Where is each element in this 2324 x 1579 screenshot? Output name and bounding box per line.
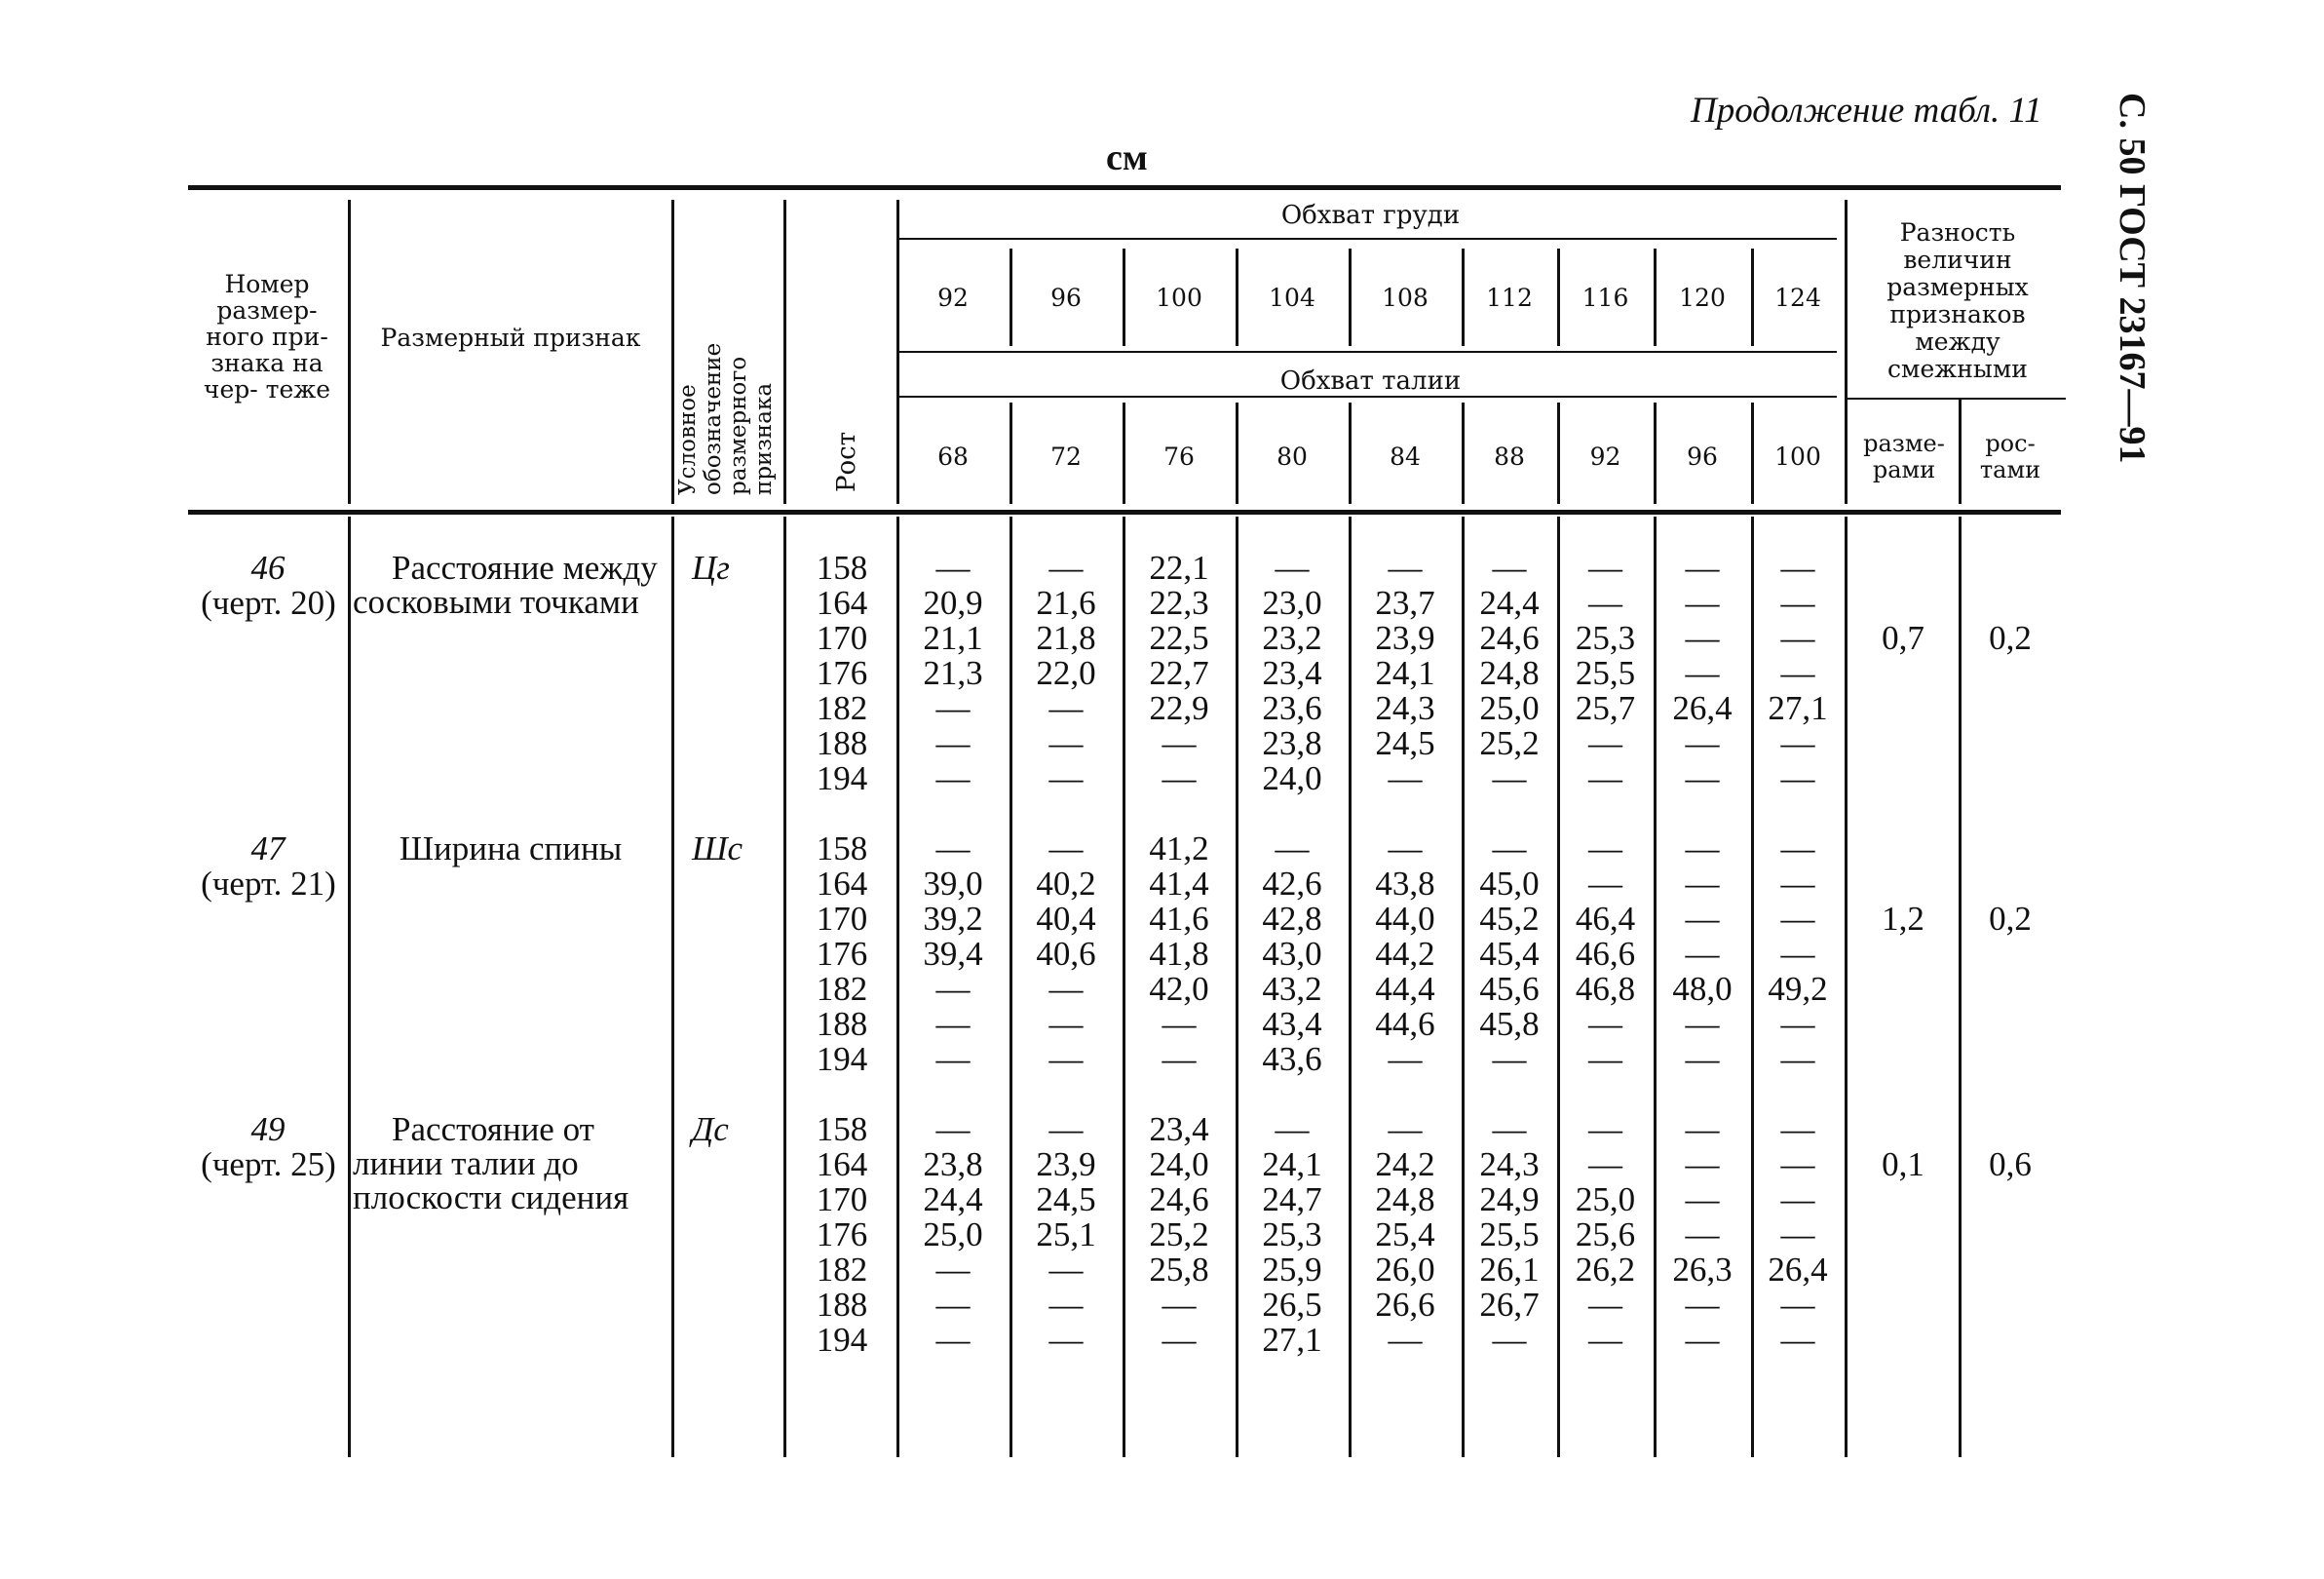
- table-cell: —: [1588, 759, 1622, 797]
- table-cell: —: [935, 724, 971, 762]
- table-cell: 42,0: [1149, 970, 1209, 1008]
- table-cell: —: [1275, 829, 1310, 867]
- chest-value: 100: [1156, 284, 1202, 312]
- table-cell: —: [1685, 549, 1720, 587]
- table-cell: 44,2: [1375, 935, 1435, 973]
- difference-header: Разность величин размерных признаков между смежными: [1886, 218, 2029, 383]
- table-cell: —: [1780, 619, 1815, 657]
- table-cell: —: [1685, 865, 1720, 903]
- table-cell: 24,1: [1375, 654, 1435, 692]
- table-cell: —: [1780, 549, 1815, 587]
- table-cell: 23,9: [1036, 1145, 1096, 1183]
- table-cell: 45,6: [1479, 970, 1540, 1008]
- table-cell: —: [1780, 759, 1815, 797]
- table-cell: —: [1780, 935, 1815, 973]
- height-value: 182: [816, 1251, 868, 1289]
- table-cell: 26,2: [1575, 1251, 1636, 1289]
- table-cell: —: [1780, 584, 1815, 622]
- table-cell: 24,0: [1149, 1145, 1209, 1183]
- table-cell: 25,5: [1575, 654, 1636, 692]
- table-cell: 27,1: [1262, 1321, 1322, 1359]
- vline: [783, 517, 786, 1457]
- table-cell: —: [1685, 759, 1720, 797]
- table-cell: —: [1780, 1040, 1815, 1078]
- table-cell: 26,3: [1672, 1251, 1733, 1289]
- table-cell: 25,5: [1479, 1215, 1540, 1253]
- table-cell: 48,0: [1672, 970, 1733, 1008]
- table-cell: 41,6: [1149, 900, 1209, 938]
- table-cell: 25,6: [1575, 1215, 1636, 1253]
- table-cell: —: [1588, 1110, 1622, 1148]
- table-cell: 23,6: [1262, 689, 1322, 727]
- table-cell: 46,4: [1575, 900, 1636, 938]
- vline: [1959, 517, 1962, 1457]
- table-cell: —: [1048, 1040, 1084, 1078]
- height-value: 182: [816, 970, 868, 1008]
- height-value: 176: [816, 1215, 868, 1253]
- table-cell: 41,2: [1149, 829, 1209, 867]
- table-cell: 25,0: [923, 1215, 983, 1253]
- height-value: 158: [816, 549, 868, 587]
- height-value: 158: [816, 829, 868, 867]
- height-value: 164: [816, 1145, 868, 1183]
- table-cell: 22,5: [1149, 619, 1209, 657]
- table-cell: —: [1685, 1040, 1720, 1078]
- difference-sizes-value: 1,2: [1882, 900, 1924, 938]
- table-cell: —: [1588, 865, 1622, 903]
- diff-rule: [1848, 398, 2066, 400]
- waist-value: 72: [1050, 443, 1082, 471]
- table-cell: 23,8: [1262, 724, 1322, 762]
- table-cell: —: [1685, 1286, 1720, 1324]
- table-cell: —: [1780, 1321, 1815, 1359]
- table-cell: 40,2: [1036, 865, 1096, 903]
- table-cell: —: [1048, 549, 1084, 587]
- table-cell: 24,3: [1375, 689, 1435, 727]
- table-cell: 24,5: [1375, 724, 1435, 762]
- table-cell: —: [1685, 724, 1720, 762]
- vline: [1845, 517, 1848, 1457]
- table-cell: —: [1162, 1321, 1197, 1359]
- table-cell: 49,2: [1768, 970, 1828, 1008]
- chest-value: 116: [1581, 284, 1629, 312]
- table-cell: 45,4: [1479, 935, 1540, 973]
- feature-symbol: Шс: [692, 829, 743, 867]
- vline: [348, 200, 351, 504]
- chest-value: 96: [1050, 284, 1082, 312]
- table-cell: 22,9: [1149, 689, 1209, 727]
- table-cell: —: [935, 829, 971, 867]
- table-cell: 41,8: [1149, 935, 1209, 973]
- table-cell: —: [1588, 1286, 1622, 1324]
- table-cell: 23,2: [1262, 619, 1322, 657]
- table-cell: —: [1048, 1110, 1084, 1148]
- height-value: 164: [816, 865, 868, 903]
- waist-value: 96: [1687, 443, 1718, 471]
- difference-heights-value: 0,2: [1989, 619, 2032, 657]
- table-cell: 21,3: [923, 654, 983, 692]
- table-cell: 23,0: [1262, 584, 1322, 622]
- table-cell: —: [1162, 1286, 1197, 1324]
- table-cell: 26,6: [1375, 1286, 1435, 1324]
- table-cell: 45,8: [1479, 1005, 1540, 1043]
- table-cell: —: [1048, 829, 1084, 867]
- waist-lower-rule: [896, 396, 1837, 398]
- waist-value: 92: [1589, 443, 1621, 471]
- table-cell: 25,0: [1575, 1180, 1636, 1218]
- table-cell: 39,0: [923, 865, 983, 903]
- table-cell: 23,4: [1149, 1110, 1209, 1148]
- table-cell: 24,7: [1262, 1180, 1322, 1218]
- table-cell: —: [1388, 549, 1423, 587]
- table-cell: —: [1492, 549, 1527, 587]
- table-cell: 21,8: [1036, 619, 1096, 657]
- table-cell: —: [1685, 1180, 1720, 1218]
- table-cell: 27,1: [1768, 689, 1828, 727]
- table-continuation-caption: Продолжение табл. 11: [1691, 91, 2042, 131]
- chest-value: 108: [1382, 284, 1429, 312]
- height-value: 170: [816, 619, 868, 657]
- table-cell: 26,4: [1672, 689, 1733, 727]
- feature-name: Расстояние между сосковыми точками: [353, 549, 658, 621]
- table-cell: 25,7: [1575, 689, 1636, 727]
- vline: [348, 517, 351, 1457]
- table-cell: 25,0: [1479, 689, 1540, 727]
- height-value: 188: [816, 724, 868, 762]
- header-bottom-rule: [188, 510, 2061, 515]
- table-cell: 26,5: [1262, 1286, 1322, 1324]
- table-cell: —: [1162, 724, 1197, 762]
- chest-rule: [896, 238, 1837, 240]
- table-cell: 21,6: [1036, 584, 1096, 622]
- table-cell: —: [1588, 1040, 1622, 1078]
- table-cell: 22,3: [1149, 584, 1209, 622]
- feature-symbol: Дс: [692, 1110, 729, 1148]
- waist-value: 68: [937, 443, 969, 471]
- table-cell: 25,9: [1262, 1251, 1322, 1289]
- chest-girth-header: Обхват груди: [1280, 201, 1461, 230]
- standard-side-label: С. 50 ГОСТ 23167—91: [2112, 93, 2153, 464]
- drawing-reference: (черт. 21): [201, 865, 336, 903]
- table-cell: —: [935, 1321, 971, 1359]
- table-cell: 24,6: [1479, 619, 1540, 657]
- table-cell: —: [1780, 1005, 1815, 1043]
- difference-heights-value: 0,6: [1989, 1145, 2032, 1183]
- table-cell: —: [1685, 584, 1720, 622]
- table-cell: 44,4: [1375, 970, 1435, 1008]
- table-cell: 25,4: [1375, 1215, 1435, 1253]
- table-cell: 41,4: [1149, 865, 1209, 903]
- table-cell: 21,1: [923, 619, 983, 657]
- table-cell: 24,3: [1479, 1145, 1540, 1183]
- table-cell: 45,0: [1479, 865, 1540, 903]
- difference-sizes-value: 0,1: [1882, 1145, 1924, 1183]
- table-cell: —: [1780, 829, 1815, 867]
- table-cell: —: [1388, 1321, 1423, 1359]
- vline: [671, 517, 674, 1457]
- table-cell: —: [1780, 1215, 1815, 1253]
- waist-value: 80: [1276, 443, 1308, 471]
- table-cell: —: [1492, 1110, 1527, 1148]
- difference-sizes-value: 0,7: [1882, 619, 1924, 657]
- table-cell: 39,2: [923, 900, 983, 938]
- waist-value: 88: [1494, 443, 1525, 471]
- waist-value: 84: [1390, 443, 1421, 471]
- table-cell: —: [1048, 724, 1084, 762]
- table-cell: 43,6: [1262, 1040, 1322, 1078]
- table-cell: —: [1685, 1321, 1720, 1359]
- table-cell: 45,2: [1479, 900, 1540, 938]
- number-column-header: Номер размер- ного при- знака на чер- теже: [203, 270, 331, 404]
- height-value: 176: [816, 935, 868, 973]
- table-cell: —: [1780, 865, 1815, 903]
- table-cell: —: [1685, 829, 1720, 867]
- table-cell: —: [1048, 1286, 1084, 1324]
- table-cell: 23,8: [923, 1145, 983, 1183]
- table-cell: 25,3: [1262, 1215, 1322, 1253]
- table-cell: —: [1685, 654, 1720, 692]
- difference-heights-value: 0,2: [1989, 900, 2032, 938]
- table-cell: 46,6: [1575, 935, 1636, 973]
- table-cell: —: [935, 1251, 971, 1289]
- waist-upper-rule: [896, 351, 1837, 353]
- table-cell: —: [1162, 759, 1197, 797]
- table-cell: 23,7: [1375, 584, 1435, 622]
- table-cell: —: [1492, 829, 1527, 867]
- table-cell: —: [1685, 1110, 1720, 1148]
- height-value: 182: [816, 689, 868, 727]
- feature-column-header: Размерный признак: [380, 324, 641, 352]
- table-cell: 24,2: [1375, 1145, 1435, 1183]
- table-cell: 25,2: [1479, 724, 1540, 762]
- table-cell: —: [935, 1110, 971, 1148]
- table-cell: —: [1588, 1005, 1622, 1043]
- table-cell: 39,4: [923, 935, 983, 973]
- table-cell: 24,0: [1262, 759, 1322, 797]
- table-cell: 42,8: [1262, 900, 1322, 938]
- table-cell: —: [1492, 1321, 1527, 1359]
- table-cell: —: [1588, 724, 1622, 762]
- table-cell: 24,1: [1262, 1145, 1322, 1183]
- table-cell: —: [1388, 829, 1423, 867]
- height-value: 188: [816, 1286, 868, 1324]
- table-cell: —: [1780, 1180, 1815, 1218]
- table-cell: 22,0: [1036, 654, 1096, 692]
- waist-value: 100: [1774, 443, 1821, 471]
- table-cell: 24,9: [1479, 1180, 1540, 1218]
- table-cell: —: [935, 970, 971, 1008]
- table-cell: —: [1685, 619, 1720, 657]
- chest-value: 120: [1679, 284, 1726, 312]
- table-cell: 40,6: [1036, 935, 1096, 973]
- table-cell: 44,0: [1375, 900, 1435, 938]
- height-value: 194: [816, 1040, 868, 1078]
- feature-number: 46: [250, 549, 286, 587]
- table-cell: 46,8: [1575, 970, 1636, 1008]
- table-cell: —: [1162, 1040, 1197, 1078]
- table-cell: 40,4: [1036, 900, 1096, 938]
- table-cell: 24,4: [923, 1180, 983, 1218]
- table-top-rule: [188, 185, 2061, 190]
- table-cell: 20,9: [923, 584, 983, 622]
- waist-value: 76: [1163, 443, 1195, 471]
- table-cell: —: [1048, 1251, 1084, 1289]
- table-cell: 25,2: [1149, 1215, 1209, 1253]
- table-cell: —: [935, 1005, 971, 1043]
- feature-name: Расстояние от линии талии до плоскости сидения: [353, 1110, 629, 1216]
- feature-number: 49: [250, 1110, 286, 1148]
- table-cell: 25,1: [1036, 1215, 1096, 1253]
- table-cell: —: [1388, 759, 1423, 797]
- chest-value: 124: [1774, 284, 1821, 312]
- table-cell: —: [935, 689, 971, 727]
- table-cell: 43,4: [1262, 1005, 1322, 1043]
- vline: [671, 200, 674, 504]
- chest-value: 112: [1486, 284, 1533, 312]
- table-cell: —: [1048, 1321, 1084, 1359]
- table-cell: —: [935, 759, 971, 797]
- table-cell: 23,4: [1262, 654, 1322, 692]
- table-cell: —: [1588, 1321, 1622, 1359]
- table-cell: —: [1275, 549, 1310, 587]
- table-cell: —: [1492, 1040, 1527, 1078]
- table-cell: 25,8: [1149, 1251, 1209, 1289]
- unit-label: см: [1106, 137, 1148, 178]
- waist-girth-header: Обхват талии: [1279, 366, 1462, 396]
- height-value: 194: [816, 1321, 868, 1359]
- table-cell: —: [1048, 689, 1084, 727]
- table-cell: 26,7: [1479, 1286, 1540, 1324]
- chest-value: 92: [937, 284, 969, 312]
- symbol-column-header: Условное обозначение размерного признака: [675, 342, 777, 495]
- table-cell: —: [1685, 935, 1720, 973]
- table-cell: —: [1048, 1005, 1084, 1043]
- table-cell: 43,0: [1262, 935, 1322, 973]
- table-cell: 22,1: [1149, 549, 1209, 587]
- table-cell: 24,8: [1375, 1180, 1435, 1218]
- vline: [1845, 200, 1848, 504]
- table-cell: 22,7: [1149, 654, 1209, 692]
- height-value: 170: [816, 1180, 868, 1218]
- table-cell: —: [1275, 1110, 1310, 1148]
- table-cell: —: [1588, 584, 1622, 622]
- table-cell: —: [1048, 759, 1084, 797]
- table-cell: 24,6: [1149, 1180, 1209, 1218]
- table-cell: —: [1685, 1215, 1720, 1253]
- feature-number: 47: [250, 829, 286, 867]
- table-cell: 23,9: [1375, 619, 1435, 657]
- height-column-header: Рост: [832, 431, 861, 492]
- height-value: 170: [816, 900, 868, 938]
- table-cell: —: [1588, 829, 1622, 867]
- table-cell: —: [1780, 1110, 1815, 1148]
- table-cell: —: [1780, 900, 1815, 938]
- vline: [783, 200, 786, 504]
- table-cell: 24,8: [1479, 654, 1540, 692]
- table-cell: 43,8: [1375, 865, 1435, 903]
- feature-name: Ширина спины: [399, 829, 623, 867]
- chest-value: 104: [1269, 284, 1315, 312]
- table-cell: —: [1685, 1145, 1720, 1183]
- table-cell: —: [1685, 1005, 1720, 1043]
- table-cell: —: [1685, 900, 1720, 938]
- height-value: 158: [816, 1110, 868, 1148]
- height-value: 176: [816, 654, 868, 692]
- table-cell: —: [1162, 1005, 1197, 1043]
- table-cell: —: [1588, 549, 1622, 587]
- table-cell: 26,4: [1768, 1251, 1828, 1289]
- table-cell: —: [1388, 1110, 1423, 1148]
- table-cell: —: [1780, 724, 1815, 762]
- table-cell: 24,4: [1479, 584, 1540, 622]
- height-value: 188: [816, 1005, 868, 1043]
- table-cell: —: [935, 1286, 971, 1324]
- difference-heights-header: рос- тами: [1979, 430, 2041, 483]
- table-cell: 26,0: [1375, 1251, 1435, 1289]
- table-cell: 43,2: [1262, 970, 1322, 1008]
- height-value: 164: [816, 584, 868, 622]
- table-cell: 24,5: [1036, 1180, 1096, 1218]
- feature-symbol: Цг: [692, 549, 730, 587]
- table-cell: —: [1780, 1145, 1815, 1183]
- table-cell: —: [935, 1040, 971, 1078]
- height-value: 194: [816, 759, 868, 797]
- table-cell: —: [1780, 1286, 1815, 1324]
- table-cell: 25,3: [1575, 619, 1636, 657]
- drawing-reference: (черт. 20): [201, 584, 336, 622]
- table-cell: 26,1: [1479, 1251, 1540, 1289]
- table-cell: 44,6: [1375, 1005, 1435, 1043]
- table-cell: —: [1388, 1040, 1423, 1078]
- difference-sizes-header: разме- рами: [1863, 430, 1945, 483]
- table-cell: 42,6: [1262, 865, 1322, 903]
- drawing-reference: (черт. 25): [201, 1145, 336, 1183]
- table-cell: —: [1492, 759, 1527, 797]
- table-cell: —: [1780, 654, 1815, 692]
- table-cell: —: [1048, 970, 1084, 1008]
- table-cell: —: [1588, 1145, 1622, 1183]
- table-cell: —: [935, 549, 971, 587]
